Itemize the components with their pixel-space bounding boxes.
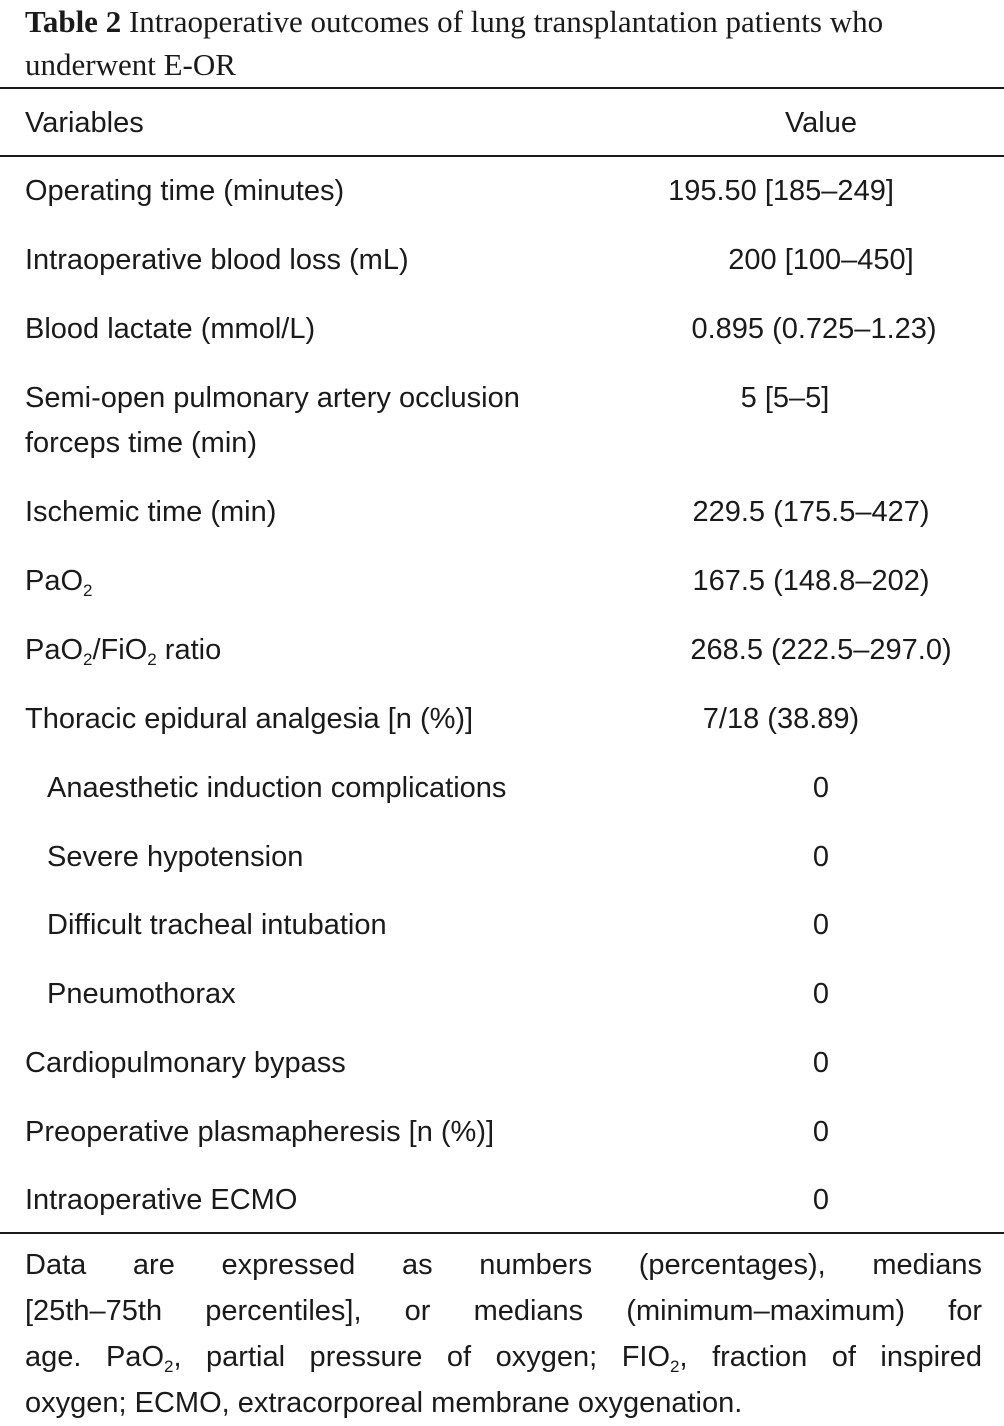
row-variable-text: /FiO <box>92 634 148 666</box>
row-variable-text: PaO <box>25 565 84 597</box>
row-value: 0 <box>812 772 830 804</box>
row-value: 200 [100–450] <box>728 244 914 276</box>
footnote-subscript: 2 <box>670 1357 680 1376</box>
row-value: 5 [5–5] <box>740 382 830 414</box>
row-value: 0 <box>812 1047 830 1079</box>
footnote-line: [25th–75th percentiles], or medians (minimum–maximum) for <box>25 1295 982 1327</box>
row-variable: Blood lactate (mmol/L) <box>25 313 316 345</box>
row-variable: Cardiopulmonary bypass <box>25 1047 346 1079</box>
row-variable-line2: forceps time (min) <box>25 427 258 459</box>
row-variable-line1: Semi-open pulmonary artery occlusion <box>25 382 520 414</box>
footnote-line: oxygen; ECMO, extracorporeal membrane oxygenation. <box>25 1387 743 1419</box>
top-rule <box>0 87 1004 89</box>
table-footnote <box>25 1242 982 1426</box>
footnote-text: , partial pressure of oxygen; FIO <box>173 1341 671 1373</box>
row-variable-text: PaO <box>25 634 84 666</box>
row-value: 0 <box>812 909 830 941</box>
footnote-subscript: 2 <box>164 1357 174 1376</box>
row-value: 0 <box>812 1116 830 1148</box>
row-value: 0 <box>812 978 830 1010</box>
row-variable: Severe hypotension <box>47 841 304 873</box>
footnote-line <box>25 1334 982 1380</box>
row-variable: Pneumothorax <box>47 978 236 1010</box>
bottom-rule <box>0 1232 1004 1234</box>
row-variable: Intraoperative ECMO <box>25 1184 298 1216</box>
table-caption <box>25 0 985 86</box>
footnote-text: , fraction of inspired <box>679 1341 982 1373</box>
table-title: Intraoperative outcomes of lung transplantation patients who underwent E-OR <box>25 4 884 82</box>
row-variable: Thoracic epidural analgesia [n (%)] <box>25 703 474 735</box>
row-value: 0 <box>812 1184 830 1216</box>
row-variable: Ischemic time (min) <box>25 496 277 528</box>
row-value: 229.5 (175.5–427) <box>692 496 930 528</box>
row-value: 0 <box>812 841 830 873</box>
header-value: Value <box>784 107 858 139</box>
footnote-line: Data are expressed as numbers (percentages), medians <box>25 1249 982 1281</box>
row-variable <box>25 559 93 603</box>
header-variables: Variables <box>25 107 144 139</box>
header-rule <box>0 155 1004 157</box>
row-variable: Difficult tracheal intubation <box>47 909 387 941</box>
row-variable: Preoperative plasmapheresis [n (%)] <box>25 1116 495 1148</box>
row-variable: Anaesthetic induction complications <box>47 772 507 804</box>
row-value: 268.5 (222.5–297.0) <box>690 634 952 666</box>
row-variable-subscript: 2 <box>147 650 157 669</box>
row-value: 195.50 [185–249] <box>668 175 894 207</box>
footnote-text: age. PaO <box>25 1341 164 1373</box>
row-variable-subscript: 2 <box>83 581 93 600</box>
row-variable: Operating time (minutes) <box>25 175 345 207</box>
row-variable-text: ratio <box>156 634 222 666</box>
row-value: 7/18 (38.89) <box>702 703 860 735</box>
table-label: Table 2 <box>25 4 122 39</box>
row-variable-subscript: 2 <box>83 650 93 669</box>
row-value: 167.5 (148.8–202) <box>692 565 930 597</box>
row-value: 0.895 (0.725–1.23) <box>691 313 937 345</box>
row-variable: Intraoperative blood loss (mL) <box>25 244 409 276</box>
row-variable <box>25 628 221 672</box>
